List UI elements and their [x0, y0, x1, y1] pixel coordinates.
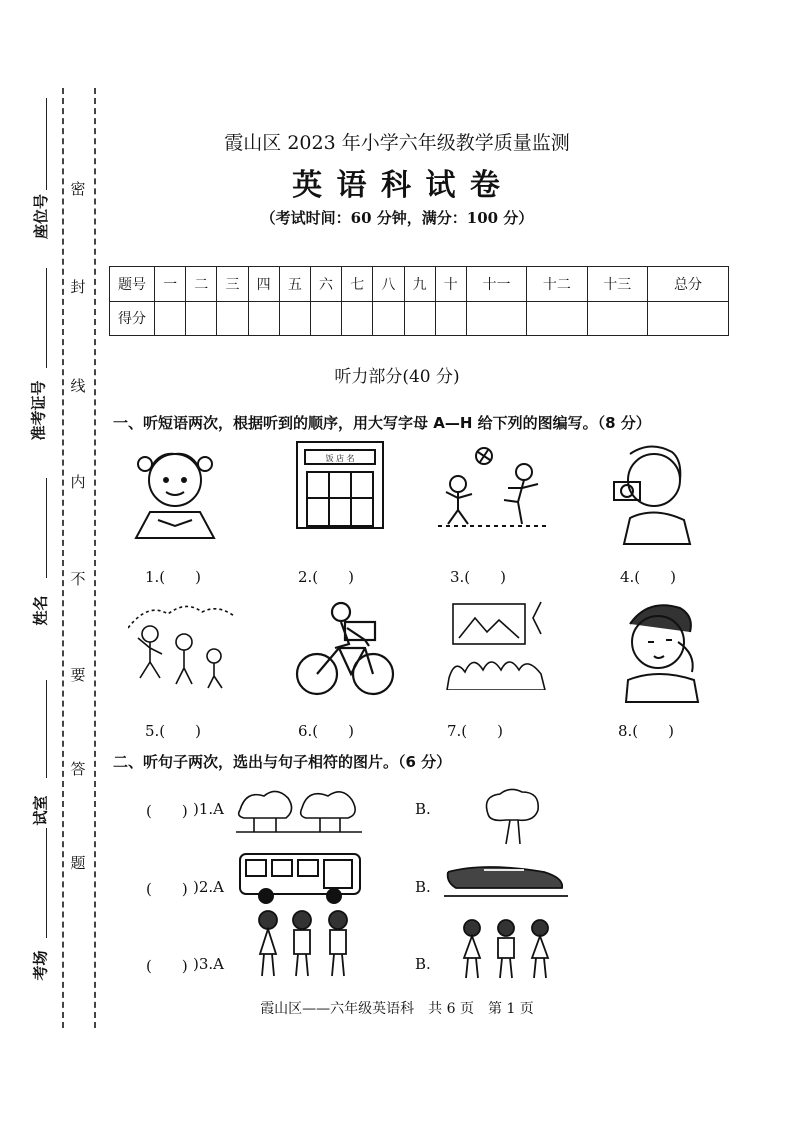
score-cell[interactable] — [217, 301, 248, 336]
score-cell[interactable] — [527, 301, 587, 336]
score-cell[interactable] — [310, 301, 341, 336]
part2-option-a-label: )2.A — [193, 878, 224, 896]
question-number: 九 — [404, 267, 435, 302]
three-children-alt-picture — [456, 918, 556, 980]
name-line[interactable] — [46, 478, 47, 578]
seal-char: 要 — [70, 666, 86, 684]
seat-number-label: 座位号 — [32, 193, 51, 240]
part2-blank[interactable]: ( ) — [146, 802, 188, 820]
kids-playing-football-picture — [438, 440, 548, 530]
room-line[interactable] — [46, 680, 47, 778]
question-number: 十 — [435, 267, 466, 302]
page-footer: 霞山区——六年级英语科 共 6 页 第 1 页 — [260, 1001, 534, 1017]
answer-blank[interactable]: 4.( ) — [620, 568, 677, 586]
restaurant-picture — [295, 440, 385, 530]
seal-char: 封 — [70, 278, 86, 296]
question-number: 八 — [373, 267, 404, 302]
score-row-label: 得分 — [110, 301, 155, 336]
score-cell[interactable] — [466, 301, 526, 336]
score-cell[interactable] — [155, 301, 186, 336]
part1-instruction: 一、听短语两次，根据听到的顺序，用大写字母 A—H 给下列的图编写。（8 分） — [113, 414, 651, 432]
question-number: 七 — [342, 267, 373, 302]
answer-blank[interactable]: 8.( ) — [618, 722, 675, 740]
high-speed-train-picture — [444, 858, 568, 902]
total-header: 总分 — [648, 267, 729, 302]
exam-site-line[interactable] — [46, 828, 47, 938]
answer-blank[interactable]: 5.( ) — [145, 722, 202, 740]
total-score-cell[interactable] — [648, 301, 729, 336]
score-cell[interactable] — [342, 301, 373, 336]
girl-reading-picture — [128, 440, 223, 540]
seal-char: 题 — [70, 854, 86, 872]
exam-title: 英 语 科 试 卷 — [292, 168, 502, 203]
answer-blank[interactable]: 1.( ) — [145, 568, 202, 586]
question-number: 十二 — [527, 267, 587, 302]
part2-option-b-label: B. — [415, 955, 431, 973]
exam-id-label: 准考证号 — [29, 380, 48, 441]
seal-char: 密 — [70, 180, 86, 198]
question-number: 六 — [310, 267, 341, 302]
question-number: 四 — [248, 267, 279, 302]
exam-subtitle: 霞山区 2023 年小学六年级教学质量监测 — [224, 132, 570, 154]
seal-char: 答 — [70, 760, 86, 778]
question-number: 三 — [217, 267, 248, 302]
binding-dashed-line-inner — [94, 88, 96, 1028]
part2-option-a-label: )1.A — [193, 800, 224, 818]
part2-option-b-label: B. — [415, 800, 431, 818]
score-row-label: 题号 — [110, 267, 155, 302]
score-cell[interactable] — [186, 301, 217, 336]
part2-option-b-label: B. — [415, 878, 431, 896]
part2-blank[interactable]: ( ) — [146, 957, 188, 975]
question-number: 十一 — [466, 267, 526, 302]
three-children-picture — [250, 908, 360, 980]
score-cell[interactable] — [373, 301, 404, 336]
part2-option-a-label: )3.A — [193, 955, 224, 973]
seal-char: 线 — [70, 377, 86, 395]
man-coughing-picture — [618, 598, 703, 703]
park-trees-picture — [236, 786, 362, 836]
single-tree-picture — [478, 786, 548, 846]
seal-char: 内 — [70, 473, 86, 491]
part2-instruction: 二、听句子两次，选出与句子相符的图片。（6 分） — [113, 753, 452, 771]
room-label: 试室 — [31, 795, 50, 826]
score-table — [109, 266, 729, 336]
kids-hiking-picture — [128, 598, 238, 690]
exam-info: （考试时间：60 分钟，满分：100 分） — [260, 209, 534, 227]
shop-sign-text: 饭 店 名 — [325, 454, 355, 463]
question-number: 十三 — [587, 267, 648, 302]
question-number: 一 — [155, 267, 186, 302]
answer-blank[interactable]: 6.( ) — [298, 722, 355, 740]
cyclist-picture — [295, 598, 395, 698]
part2-blank[interactable]: ( ) — [146, 880, 188, 898]
binding-dashed-line-outer — [62, 88, 64, 1028]
score-cell[interactable] — [279, 301, 310, 336]
name-label: 姓名 — [31, 595, 50, 626]
boy-taking-photo-picture — [610, 440, 695, 545]
exam-id-line[interactable] — [46, 268, 47, 368]
question-number: 五 — [279, 267, 310, 302]
score-cell[interactable] — [404, 301, 435, 336]
seal-char: 不 — [70, 570, 86, 588]
answer-blank[interactable]: 2.( ) — [298, 568, 355, 586]
answer-blank[interactable]: 7.( ) — [447, 722, 504, 740]
answer-blank[interactable]: 3.( ) — [450, 568, 507, 586]
listening-heading: 听力部分(40 分) — [334, 367, 460, 387]
mountain-painting-audience-picture — [445, 598, 555, 690]
score-cell[interactable] — [587, 301, 648, 336]
bus-picture — [236, 850, 364, 905]
question-number: 二 — [186, 267, 217, 302]
score-cell[interactable] — [435, 301, 466, 336]
exam-site-label: 考场 — [31, 950, 50, 981]
score-cell[interactable] — [248, 301, 279, 336]
